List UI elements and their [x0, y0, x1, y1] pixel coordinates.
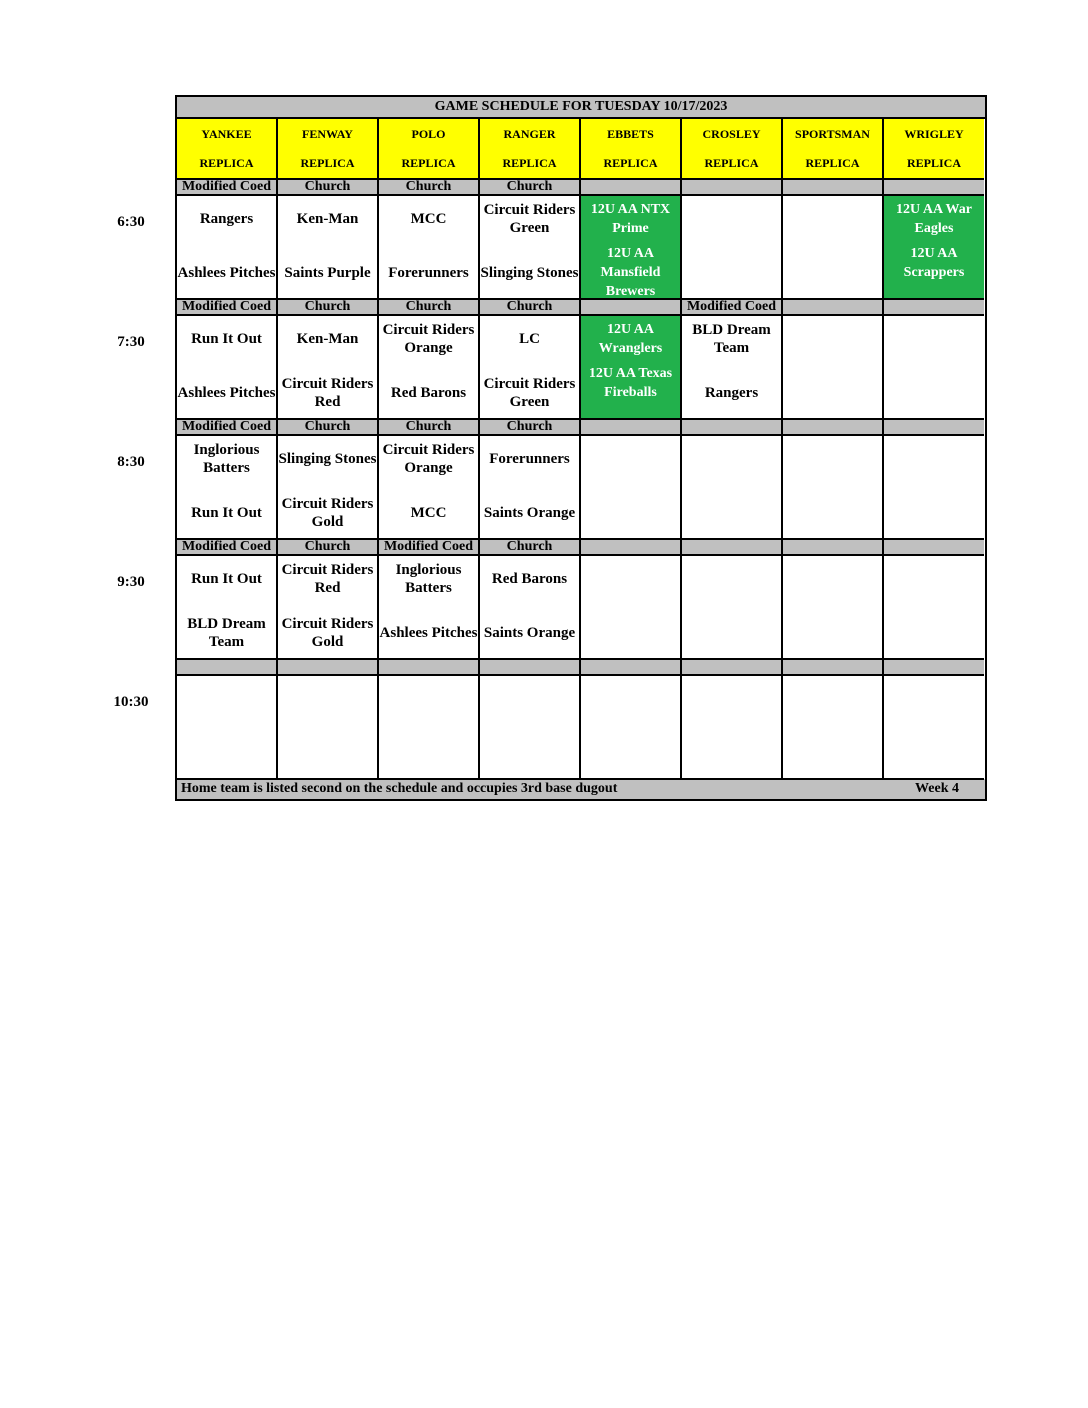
away-team: [884, 440, 984, 478]
league-label: [581, 660, 682, 676]
league-label: Church: [278, 540, 379, 556]
game-cell: [480, 556, 581, 660]
home-team: BLD Dream Team: [187, 616, 266, 650]
away-team: [581, 560, 680, 598]
home-team: [783, 251, 882, 295]
league-label: Church: [480, 420, 581, 436]
game-cell: [682, 676, 783, 780]
home-team: [581, 731, 680, 775]
field-subtitle: REPLICA: [805, 156, 860, 171]
game-cell: [278, 196, 379, 300]
game-cell: [177, 556, 278, 660]
league-label: [682, 660, 783, 676]
game-cell: [884, 436, 984, 540]
league-label: [783, 300, 884, 316]
away-team: Inglorious Batters: [193, 442, 260, 476]
league-label: [682, 180, 783, 196]
away-team: Ken-Man: [296, 211, 359, 227]
game-cell: [682, 316, 783, 420]
league-label: [177, 660, 278, 676]
field-subtitle: REPLICA: [401, 156, 456, 171]
home-team: Circuit Riders Green: [483, 376, 576, 410]
field-header: [177, 119, 278, 180]
home-team: [783, 371, 882, 415]
field-name: RANGER: [503, 126, 556, 141]
league-label: [581, 420, 682, 436]
home-team: [884, 491, 984, 535]
away-team: 12U AA War Eagles: [896, 202, 972, 236]
time-label: 9:30: [117, 574, 145, 590]
league-label: Church: [379, 420, 480, 436]
league-label: Church: [278, 420, 379, 436]
league-label: [682, 540, 783, 556]
footer-note: Home team is listed second on the schedule and occupies 3rd base dugout: [181, 781, 618, 796]
away-team: MCC: [410, 211, 447, 227]
home-team: MCC: [410, 505, 447, 521]
away-team: [783, 560, 882, 598]
home-team: [581, 611, 680, 655]
game-cell: [379, 316, 480, 420]
away-team: Circuit Riders Orange: [382, 442, 475, 476]
game-cell: [177, 436, 278, 540]
home-team: [783, 611, 882, 655]
league-label: Modified Coed: [682, 300, 783, 316]
game-cell: [884, 676, 984, 780]
home-team: Ashlees Pitches: [379, 625, 478, 641]
home-team: [783, 491, 882, 535]
away-team: [783, 320, 882, 358]
league-label: Modified Coed: [177, 300, 278, 316]
away-team: [379, 680, 478, 718]
league-label: Church: [278, 180, 379, 196]
away-team: [884, 560, 984, 598]
away-team: 12U AA Wranglers: [598, 322, 663, 356]
home-team: [783, 731, 882, 775]
home-team: Saints Orange: [483, 625, 576, 641]
field-subtitle: REPLICA: [300, 156, 355, 171]
game-cell: [783, 436, 884, 540]
field-header: [480, 119, 581, 180]
away-team: Run It Out: [191, 571, 262, 587]
away-team: [177, 680, 276, 718]
game-cell: [783, 676, 884, 780]
league-label: Church: [278, 300, 379, 316]
league-label: [581, 180, 682, 196]
home-team: [682, 611, 781, 655]
away-team: Run It Out: [191, 331, 262, 347]
league-label: Modified Coed: [177, 180, 278, 196]
home-team: Circuit Riders Gold: [281, 616, 374, 650]
league-label: [480, 660, 581, 676]
home-team: Ashlees Pitches: [177, 265, 276, 281]
away-team: [682, 200, 781, 238]
away-team: [682, 560, 781, 598]
league-label: [581, 300, 682, 316]
home-team: [884, 611, 984, 655]
league-label: Church: [480, 180, 581, 196]
field-subtitle: REPLICA: [199, 156, 254, 171]
game-cell: [379, 676, 480, 780]
home-team: Ashlees Pitches: [177, 385, 276, 401]
game-cell: [581, 556, 682, 660]
game-cell: [177, 676, 278, 780]
home-team: [884, 731, 984, 775]
league-label: [884, 540, 984, 556]
away-team: [480, 680, 579, 718]
league-label: [884, 300, 984, 316]
game-cell: [783, 556, 884, 660]
field-name: FENWAY: [302, 126, 353, 141]
league-label: Church: [379, 180, 480, 196]
home-team: [480, 731, 579, 775]
game-cell: [480, 316, 581, 420]
game-cell: [884, 196, 984, 300]
away-team: LC: [519, 331, 540, 347]
schedule-table: [113, 95, 987, 801]
home-team: [278, 731, 377, 775]
home-team: Forerunners: [388, 265, 469, 281]
home-team: [177, 731, 276, 775]
away-team: BLD Dream Team: [692, 322, 771, 356]
game-cell: [177, 196, 278, 300]
away-team: Inglorious Batters: [395, 562, 462, 596]
game-cell: [783, 316, 884, 420]
home-team: 12U AA Scrappers: [903, 246, 965, 280]
away-team: [682, 680, 781, 718]
game-cell: [480, 676, 581, 780]
field-name: POLO: [411, 126, 446, 141]
field-name: SPORTSMAN: [795, 126, 870, 141]
game-cell: [480, 436, 581, 540]
away-team: Forerunners: [489, 451, 570, 467]
field-subtitle: REPLICA: [603, 156, 658, 171]
league-label: [783, 660, 884, 676]
field-name: EBBETS: [607, 126, 654, 141]
away-team: [884, 680, 984, 718]
field-header: [884, 119, 984, 180]
league-label: Modified Coed: [177, 540, 278, 556]
league-label: [884, 660, 984, 676]
away-team: Circuit Riders Green: [483, 202, 576, 236]
away-team: [783, 680, 882, 718]
game-cell: [884, 316, 984, 420]
game-cell: [581, 436, 682, 540]
game-cell: [278, 676, 379, 780]
league-label: Church: [480, 540, 581, 556]
league-label: [379, 660, 480, 676]
away-team: Slinging Stones: [278, 451, 377, 467]
away-team: 12U AA NTX Prime: [590, 202, 671, 236]
field-name: CROSLEY: [702, 126, 761, 141]
game-cell: [278, 556, 379, 660]
away-team: Rangers: [199, 211, 254, 227]
time-label: 10:30: [113, 694, 149, 710]
home-team: Slinging Stones: [480, 265, 579, 281]
away-team: Red Barons: [491, 571, 568, 587]
game-cell: [177, 316, 278, 420]
league-label: [278, 660, 379, 676]
field-name: WRIGLEY: [904, 126, 964, 141]
league-label: [884, 420, 984, 436]
game-cell: [379, 436, 480, 540]
game-cell: [682, 556, 783, 660]
time-label: 7:30: [117, 334, 145, 350]
home-team: [682, 251, 781, 295]
footer-week: Week 4: [915, 781, 959, 796]
schedule-footer: [177, 779, 985, 799]
away-team: [783, 440, 882, 478]
home-team: Rangers: [704, 385, 759, 401]
home-team: [682, 731, 781, 775]
away-team: [581, 440, 680, 478]
game-cell: [884, 556, 984, 660]
time-label: 6:30: [117, 214, 145, 230]
game-cell: [278, 436, 379, 540]
home-team: 12U AA Mansfield Brewers: [600, 246, 661, 299]
league-label: Modified Coed: [177, 420, 278, 436]
game-cell: [783, 196, 884, 300]
home-team: Saints Orange: [483, 505, 576, 521]
schedule-title: GAME SCHEDULE FOR TUESDAY 10/17/2023: [177, 97, 985, 119]
league-label: [783, 180, 884, 196]
away-team: Circuit Riders Red: [281, 562, 374, 596]
away-team: [682, 440, 781, 478]
home-team: Run It Out: [191, 505, 262, 521]
field-header: [278, 119, 379, 180]
league-label: [682, 420, 783, 436]
home-team: [884, 371, 984, 415]
field-subtitle: REPLICA: [704, 156, 759, 171]
home-team: [379, 731, 478, 775]
field-subtitle: REPLICA: [502, 156, 557, 171]
game-cell: [682, 196, 783, 300]
home-team: Circuit Riders Red: [281, 376, 374, 410]
game-cell: [581, 316, 682, 420]
league-label: Modified Coed: [379, 540, 480, 556]
game-cell: [379, 196, 480, 300]
league-label: [783, 420, 884, 436]
field-name: YANKEE: [201, 126, 252, 141]
field-header: [581, 119, 682, 180]
game-cell: [581, 676, 682, 780]
game-cell: [682, 436, 783, 540]
away-team: Circuit Riders Orange: [382, 322, 475, 356]
home-team: Saints Purple: [284, 265, 371, 281]
home-team: 12U AA Texas Fireballs: [588, 366, 673, 400]
league-label: [884, 180, 984, 196]
game-cell: [581, 196, 682, 300]
home-team: Circuit Riders Gold: [281, 496, 374, 530]
league-label: Church: [480, 300, 581, 316]
field-header: [783, 119, 884, 180]
home-team: [682, 491, 781, 535]
home-team: [581, 491, 680, 535]
field-header: [379, 119, 480, 180]
field-subtitle: REPLICA: [906, 156, 961, 171]
league-label: [783, 540, 884, 556]
game-cell: [278, 316, 379, 420]
league-label: Church: [379, 300, 480, 316]
away-team: [278, 680, 377, 718]
game-cell: [480, 196, 581, 300]
game-cell: [379, 556, 480, 660]
away-team: [884, 320, 984, 358]
league-label: [581, 540, 682, 556]
away-team: [783, 200, 882, 238]
field-header: [682, 119, 783, 180]
away-team: [581, 680, 680, 718]
time-label: 8:30: [117, 454, 145, 470]
away-team: Ken-Man: [296, 331, 359, 347]
home-team: Red Barons: [390, 385, 467, 401]
